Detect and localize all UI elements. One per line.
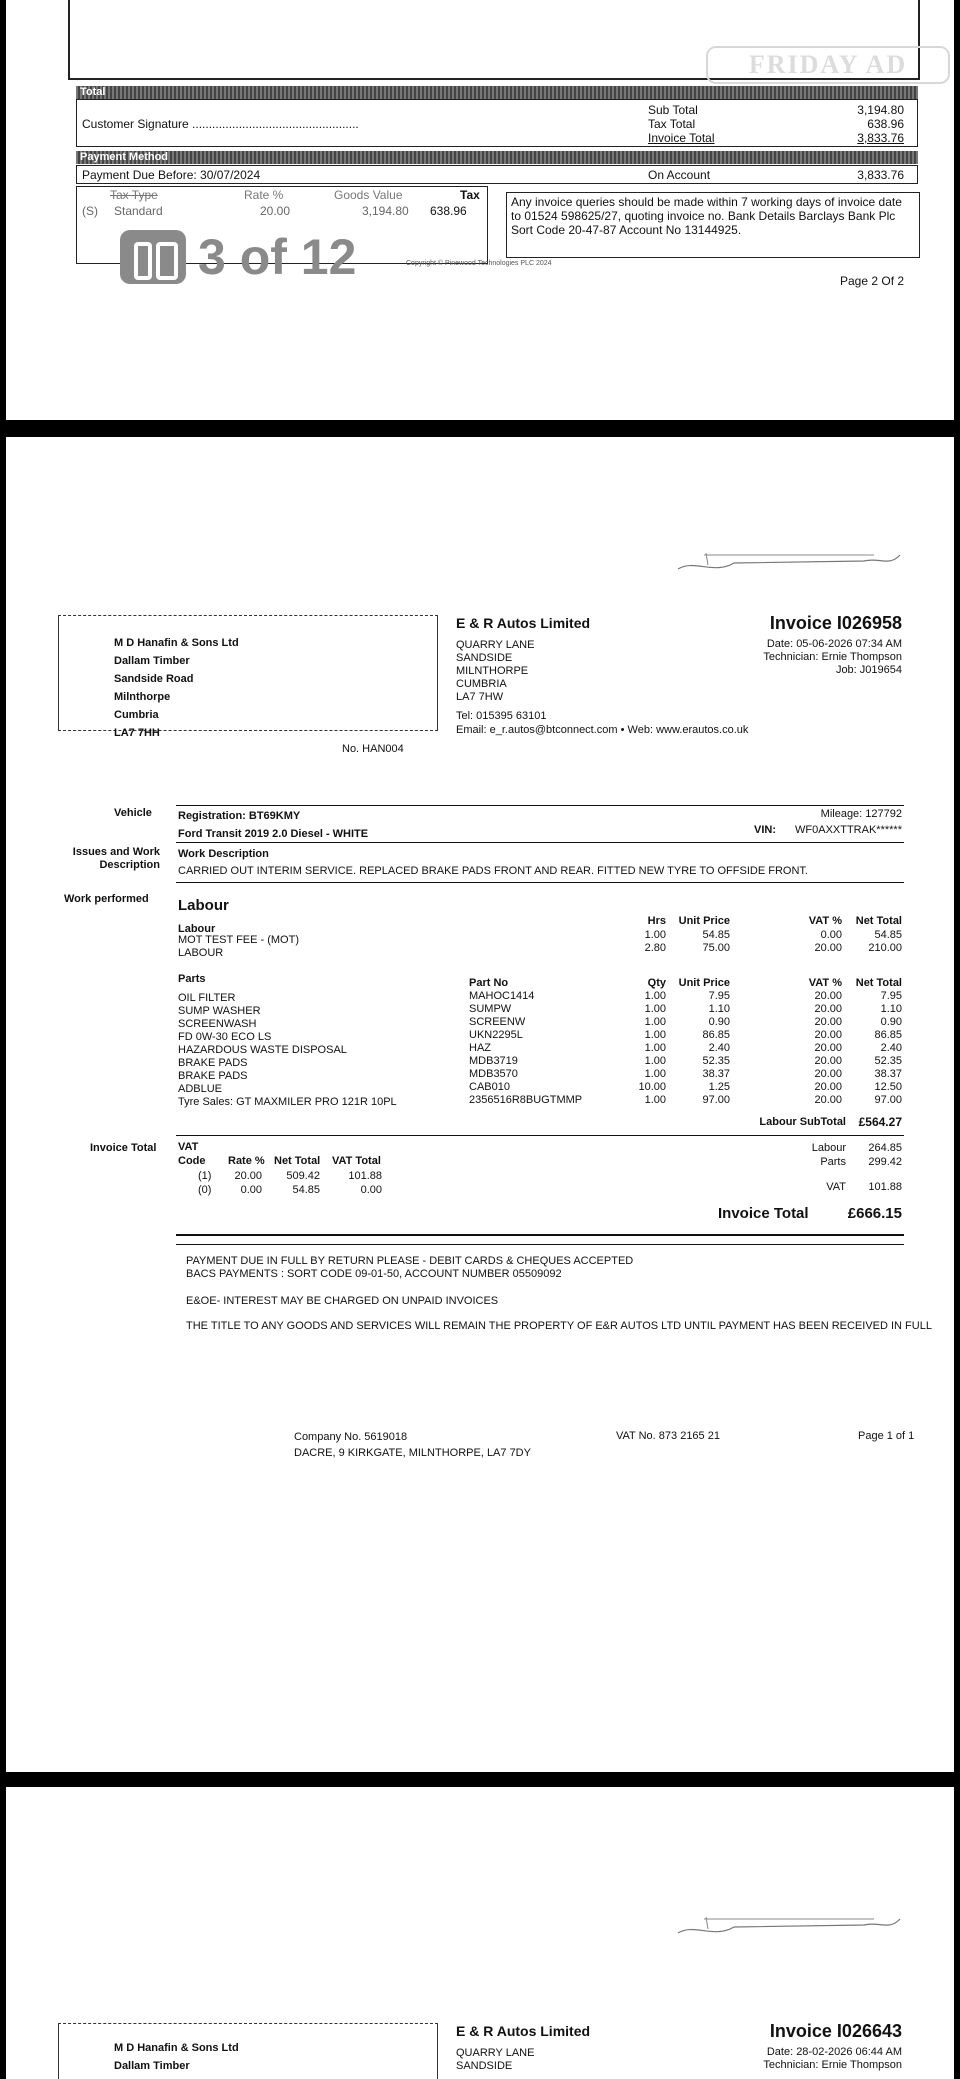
parts-row-qty: 10.00 bbox=[638, 1081, 666, 1093]
parts-row-unit: 2.40 bbox=[708, 1042, 730, 1054]
parts-row-name: SCREENWASH bbox=[178, 1018, 257, 1030]
labour-row-hrs: 1.00 bbox=[644, 929, 666, 941]
summary-label: VAT bbox=[826, 1181, 846, 1193]
labour-row-name: MOT TEST FEE - (MOT) bbox=[178, 934, 299, 946]
parts-row-net: 7.95 bbox=[880, 990, 902, 1002]
invoice-title: Invoice I026958 bbox=[769, 613, 902, 633]
copyright: Copyright © Pinewood Technologies PLC 2024 bbox=[406, 260, 552, 267]
invoice-total-section-label: Invoice Total bbox=[90, 1142, 157, 1154]
parts-row-name: ADBLUE bbox=[178, 1083, 223, 1095]
tax-type: Standard bbox=[114, 204, 163, 218]
parts-row-part: MAHOC1414 bbox=[469, 990, 535, 1002]
labour-col-unit: Unit Price bbox=[678, 915, 730, 927]
work-performed-label: Work performed bbox=[64, 893, 149, 905]
parts-row-qty: 1.00 bbox=[644, 1003, 666, 1015]
company-address-1-next: QUARRY LANE bbox=[456, 2047, 535, 2059]
parts-row-name: Tyre Sales: GT MAXMILER PRO 121R 10PL bbox=[178, 1096, 397, 1108]
issues-label: Issues and Work Description bbox=[72, 846, 160, 871]
tax-header: Tax bbox=[460, 188, 480, 202]
vat-col-rate: Rate % bbox=[228, 1155, 265, 1167]
company-address-2-next: SANDSIDE bbox=[456, 2060, 513, 2072]
customer-name: M D Hanafin & Sons Ltd bbox=[114, 637, 239, 649]
parts-row-part: MDB3570 bbox=[469, 1068, 518, 1080]
work-description: CARRIED OUT INTERIM SERVICE. REPLACED BRAKE PADS FRONT AND REAR. FITTED NEW TYRE TO OFFSIDE FRONT. bbox=[178, 865, 808, 877]
payment-box bbox=[76, 165, 918, 184]
page-number-prev: Page 2 Of 2 bbox=[840, 274, 905, 288]
grand-total-label: Invoice Total bbox=[718, 1205, 809, 1222]
company-address-2: SANDSIDE bbox=[456, 652, 513, 664]
payment-method-bar: Payment Method bbox=[76, 151, 918, 164]
parts-row-vat: 20.00 bbox=[814, 1029, 842, 1041]
parts-row-name: OIL FILTER bbox=[178, 992, 236, 1004]
terms-interest: E&OE- INTEREST MAY BE CHARGED ON UNPAID INVOICES bbox=[186, 1295, 499, 1307]
page-counter bbox=[120, 228, 356, 286]
tax-amount: 638.96 bbox=[430, 204, 467, 218]
page-counter-text: 3 of 12 bbox=[198, 229, 357, 285]
on-account-value: 3,833.76 bbox=[857, 168, 904, 182]
vat-row-net: 509.42 bbox=[286, 1170, 320, 1182]
parts-row-net: 0.90 bbox=[880, 1016, 902, 1028]
invoice-title-next: Invoice I026643 bbox=[769, 2021, 902, 2041]
vehicle-registration: Registration: BT69KMY bbox=[178, 810, 301, 822]
vat-col-code: Code bbox=[178, 1155, 206, 1167]
parts-row-vat: 20.00 bbox=[814, 990, 842, 1002]
parts-row-vat: 20.00 bbox=[814, 1055, 842, 1067]
labour-col-net: Net Total bbox=[855, 915, 902, 927]
invoice-technician-next: Technician: Ernie Thompson bbox=[763, 2059, 902, 2071]
account-number: No. HAN004 bbox=[342, 743, 404, 755]
signature-scribble bbox=[674, 545, 904, 579]
parts-col-part: Part No bbox=[469, 977, 509, 989]
tax-rate: 20.00 bbox=[260, 204, 291, 218]
parts-col-unit: Unit Price bbox=[678, 977, 730, 989]
parts-row-unit: 0.90 bbox=[708, 1016, 730, 1028]
parts-row-part: SCREENW bbox=[469, 1016, 526, 1028]
labour-row-unit: 75.00 bbox=[702, 942, 730, 954]
vat-number: VAT No. 873 2165 21 bbox=[616, 1430, 720, 1442]
parts-row-part: 2356516R8BUGTMMP bbox=[469, 1094, 583, 1106]
invoice-date-next: Date: 28-02-2026 06:44 AM bbox=[766, 2046, 902, 2058]
pages-icon bbox=[120, 230, 186, 284]
parts-row-qty: 1.00 bbox=[644, 1042, 666, 1054]
parts-row-net: 38.37 bbox=[874, 1068, 902, 1080]
company-address-5: LA7 7HW bbox=[456, 691, 504, 703]
parts-row-vat: 20.00 bbox=[814, 1042, 842, 1054]
parts-col-qty: Qty bbox=[647, 977, 666, 989]
parts-row-unit: 1.25 bbox=[708, 1081, 730, 1093]
vat-col-net: Net Total bbox=[274, 1155, 321, 1167]
tax-goods: 3,194.80 bbox=[362, 204, 409, 218]
vat-row-vat: 0.00 bbox=[360, 1184, 382, 1196]
payment-due: Payment Due Before: 30/07/2024 bbox=[82, 168, 261, 182]
goods-value-header: Goods Value bbox=[334, 188, 403, 202]
customer-line-2-next: Dallam Timber bbox=[114, 2060, 190, 2072]
summary-label: Labour bbox=[811, 1142, 846, 1154]
vat-row-code: (0) bbox=[198, 1184, 212, 1196]
vat-heading: VAT bbox=[178, 1141, 199, 1153]
company-address-1: QUARRY LANE bbox=[456, 639, 535, 651]
invoice-notice: Any invoice queries should be made within 7 working days of invoice date to 01524 598625/27, quoting invoice no. Bank Details Barclays Bank Plc Sort Code 20-47-87 Account No 13144925. bbox=[506, 192, 920, 258]
customer-line-2: Dallam Timber bbox=[114, 655, 190, 667]
labour-col-name: Labour bbox=[178, 923, 216, 935]
parts-row-qty: 1.00 bbox=[644, 990, 666, 1002]
terms-bacs: BACS PAYMENTS : SORT CODE 09-01-50, ACCOUNT NUMBER 05509092 bbox=[186, 1268, 562, 1280]
parts-col-name: Parts bbox=[178, 973, 206, 985]
invoice-page-number: Page 1 of 1 bbox=[858, 1430, 915, 1442]
invoice-total-label: Invoice Total bbox=[648, 131, 715, 145]
parts-row-net: 97.00 bbox=[874, 1094, 902, 1106]
customer-line-5: Cumbria bbox=[114, 709, 159, 721]
parts-row-unit: 38.37 bbox=[702, 1068, 730, 1080]
invoice-total-value: 3,833.76 bbox=[857, 131, 904, 145]
invoice-date: Date: 05-06-2026 07:34 AM bbox=[766, 638, 902, 650]
sub-total-label: Sub Total bbox=[648, 103, 698, 117]
on-account-label: On Account bbox=[648, 168, 711, 182]
parts-row-vat: 20.00 bbox=[814, 1068, 842, 1080]
vehicle-vin: WF0AXXTTRAK****** bbox=[795, 824, 902, 836]
company-number: Company No. 5619018 bbox=[294, 1431, 408, 1443]
vat-row-rate: 0.00 bbox=[240, 1184, 262, 1196]
company-tel: Tel: 015395 63101 bbox=[456, 710, 547, 722]
tax-total-label: Tax Total bbox=[648, 117, 696, 131]
company-address-3: MILNTHORPE bbox=[456, 665, 529, 677]
watermark-logo: FRIDAY AD bbox=[706, 46, 950, 84]
document-page-invoice bbox=[6, 437, 954, 1772]
parts-row-vat: 20.00 bbox=[814, 1003, 842, 1015]
signature-scribble-next bbox=[674, 1909, 904, 1943]
document-page-prev bbox=[6, 0, 954, 420]
vat-col-vat: VAT Total bbox=[332, 1155, 381, 1167]
parts-row-unit: 7.95 bbox=[708, 990, 730, 1002]
vehicle-description: Ford Transit 2019 2.0 Diesel - WHITE bbox=[178, 828, 369, 840]
labour-row-vat: 0.00 bbox=[820, 929, 842, 941]
tax-type-header: Tax Type bbox=[110, 188, 158, 202]
parts-row-name: BRAKE PADS bbox=[178, 1070, 248, 1082]
parts-row-name: SUMP WASHER bbox=[178, 1005, 261, 1017]
parts-row-net: 52.35 bbox=[874, 1055, 902, 1067]
parts-row-unit: 1.10 bbox=[708, 1003, 730, 1015]
parts-row-part: SUMPW bbox=[469, 1003, 512, 1015]
customer-signature: Customer Signature .................................................. bbox=[82, 117, 359, 131]
summary-value: 299.42 bbox=[868, 1156, 902, 1168]
customer-line-6: LA7 7HH bbox=[114, 727, 160, 739]
labour-col-vat: VAT % bbox=[808, 915, 842, 927]
labour-row-hrs: 2.80 bbox=[644, 942, 666, 954]
vat-row-rate: 20.00 bbox=[234, 1170, 262, 1182]
parts-row-qty: 1.00 bbox=[644, 1016, 666, 1028]
parts-row-net: 86.85 bbox=[874, 1029, 902, 1041]
vin-label: VIN: bbox=[754, 824, 776, 836]
summary-value: 101.88 bbox=[868, 1181, 902, 1193]
labour-row-vat: 20.00 bbox=[814, 942, 842, 954]
parts-row-vat: 20.00 bbox=[814, 1081, 842, 1093]
labour-row-unit: 54.85 bbox=[702, 929, 730, 941]
parts-row-name: HAZARDOUS WASTE DISPOSAL bbox=[178, 1044, 347, 1056]
summary-label: Parts bbox=[820, 1156, 846, 1168]
tax-code: (S) bbox=[82, 204, 98, 218]
parts-row-name: FD 0W-30 ECO LS bbox=[178, 1031, 272, 1043]
terms-title: THE TITLE TO ANY GOODS AND SERVICES WILL REMAIN THE PROPERTY OF E&R AUTOS LTD UNTIL PAYMENT HAS BEEN RECEIVED IN FULL bbox=[186, 1320, 932, 1332]
document-page-next bbox=[6, 1787, 954, 2079]
parts-row-unit: 52.35 bbox=[702, 1055, 730, 1067]
parts-row-qty: 1.00 bbox=[644, 1029, 666, 1041]
vat-row-net: 54.85 bbox=[292, 1184, 320, 1196]
footer-address: DACRE, 9 KIRKGATE, MILNTHORPE, LA7 7DY bbox=[294, 1447, 531, 1459]
vehicle-label: Vehicle bbox=[114, 807, 152, 819]
terms-payment: PAYMENT DUE IN FULL BY RETURN PLEASE - DEBIT CARDS & CHEQUES ACCEPTED bbox=[186, 1255, 634, 1267]
parts-row-net: 1.10 bbox=[880, 1003, 902, 1015]
parts-row-name: BRAKE PADS bbox=[178, 1057, 248, 1069]
parts-row-net: 12.50 bbox=[874, 1081, 902, 1093]
company-email-web: Email: e_r.autos@btconnect.com • Web: www.erautos.co.uk bbox=[456, 724, 749, 736]
invoice-job: Job: J019654 bbox=[835, 664, 902, 676]
vat-row-vat: 101.88 bbox=[348, 1170, 382, 1182]
labour-row-name: LABOUR bbox=[178, 947, 224, 959]
parts-row-part: MDB3719 bbox=[469, 1055, 518, 1067]
customer-line-3: Sandside Road bbox=[114, 673, 194, 685]
parts-row-unit: 86.85 bbox=[702, 1029, 730, 1041]
work-description-title: Work Description bbox=[178, 848, 269, 860]
parts-row-part: UKN2295L bbox=[469, 1029, 523, 1041]
summary-value: 264.85 bbox=[868, 1142, 902, 1154]
parts-row-part: HAZ bbox=[469, 1042, 491, 1054]
parts-col-vat: VAT % bbox=[808, 977, 842, 989]
parts-row-qty: 1.00 bbox=[644, 1068, 666, 1080]
parts-row-vat: 20.00 bbox=[814, 1016, 842, 1028]
parts-row-qty: 1.00 bbox=[644, 1094, 666, 1106]
vat-row-code: (1) bbox=[198, 1170, 212, 1182]
company-name: E & R Autos Limited bbox=[456, 615, 591, 631]
parts-row-part: CAB010 bbox=[469, 1081, 510, 1093]
total-box bbox=[76, 99, 918, 147]
parts-row-qty: 1.00 bbox=[644, 1055, 666, 1067]
company-name-next: E & R Autos Limited bbox=[456, 2023, 591, 2039]
company-address-4: CUMBRIA bbox=[456, 678, 507, 690]
customer-name-next: M D Hanafin & Sons Ltd bbox=[114, 2042, 239, 2054]
total-bar: Total bbox=[76, 86, 918, 99]
sub-total-value: 3,194.80 bbox=[857, 103, 904, 117]
parts-row-unit: 97.00 bbox=[702, 1094, 730, 1106]
labour-col-hrs: Hrs bbox=[647, 915, 666, 927]
labour-heading: Labour bbox=[178, 897, 229, 914]
parts-col-net: Net Total bbox=[855, 977, 902, 989]
rate-header: Rate % bbox=[244, 188, 284, 202]
tax-total-value: 638.96 bbox=[867, 117, 904, 131]
invoice-technician: Technician: Ernie Thompson bbox=[763, 651, 902, 663]
customer-line-4: Milnthorpe bbox=[114, 691, 171, 703]
parts-row-net: 2.40 bbox=[880, 1042, 902, 1054]
vehicle-mileage: Mileage: 127792 bbox=[820, 808, 902, 820]
labour-row-net: 54.85 bbox=[874, 929, 902, 941]
parts-row-vat: 20.00 bbox=[814, 1094, 842, 1106]
labour-subtotal-value: £564.27 bbox=[858, 1115, 902, 1129]
grand-total-value: £666.15 bbox=[847, 1205, 902, 1222]
labour-subtotal-label: Labour SubTotal bbox=[759, 1116, 846, 1128]
labour-row-net: 210.00 bbox=[868, 942, 902, 954]
